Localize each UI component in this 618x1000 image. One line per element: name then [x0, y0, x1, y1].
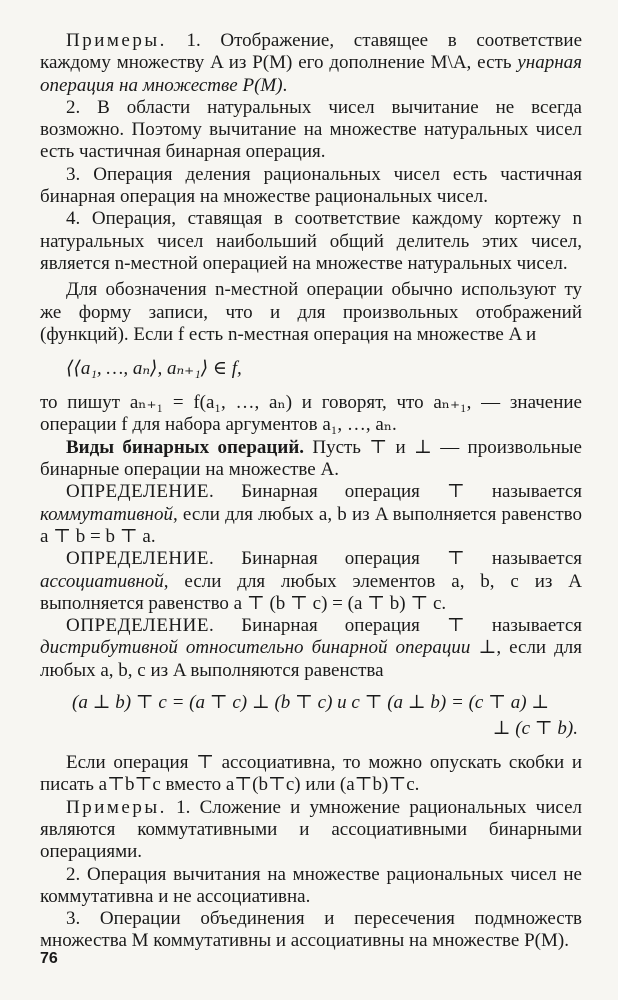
term-associative: ассоциативной [40, 570, 164, 592]
example-1-end: . [282, 74, 288, 96]
formula-distributivity-line-1: (a ⊥ b) ⊤ c = (a ⊤ c) ⊥ (b ⊤ c) и c ⊤ (a ⊥ b) = (c ⊤ a) ⊥ [72, 692, 550, 714]
definition-commutative-post: , если для любых a, b из A выполняется равенство a ⊤ b = b ⊤ a. [40, 503, 582, 547]
definition-word: ОПРЕДЕЛЕНИЕ. [66, 615, 215, 637]
paragraph-examples-1 [40, 30, 582, 97]
paragraph-example-3: 3. Операция деления рациональных чисел есть частичная бинарная операция на множестве рациональных чисел. [40, 163, 582, 208]
definition-commutative [40, 481, 582, 548]
definition-distributive-post: ⊥, если для любых a, b, c из A выполняются равенства [40, 637, 583, 681]
formula-tuple-membership: ⟨⟨a₁, …, aₙ⟩, aₙ₊₁⟩ ∈ f, [66, 358, 242, 380]
binary-kinds-text: Пусть ⊤ и ⊥ — произвольные бинарные операции на множестве A. [40, 436, 582, 481]
term-distributive: дистрибутивной относительно бинарной операции [40, 637, 471, 659]
paragraph-example-4: 4. Операция, ставящая в соответствие каждому кортежу n натуральных чисел наибольший общий делитель этих чисел, является n-местной операцией на множестве натуральных чисел. [40, 208, 582, 274]
paragraph-associative-brackets: Если операция ⊤ ассоциативна, то можно опускать скобки и писать a⊤b⊤c вместо a⊤(b⊤c) или (a⊤b)⊤c. [40, 752, 582, 796]
page-number: 76 [40, 950, 58, 967]
definition-word: ОПРЕДЕЛЕНИЕ. [66, 481, 215, 503]
examples-lead-2: Примеры. [66, 796, 167, 818]
definition-associative-pre: Бинарная операция ⊤ называется [214, 548, 582, 570]
definition-distributive [40, 615, 582, 682]
definition-associative [40, 548, 582, 615]
paragraph-example-2: 2. В области натуральных чисел вычитание не всегда возможно. Поэтому вычитание на множестве натуральных чисел есть частичная бинарная операция. [40, 96, 582, 163]
definition-commutative-pre: Бинарная операция ⊤ называется [214, 481, 582, 503]
examples-2-text: 1. Сложение и умножение рациональных чисел являются коммутативными и ассоциативными бинарными операциями. [40, 796, 582, 863]
formula-distributivity-line-2: ⊥ (c ⊤ b). [492, 718, 578, 740]
paragraph-notation-cont: то пишут aₙ₊₁ = f(a₁, …, aₙ) и говорят, что aₙ₊₁, — значение операции f для набора аргументов a₁, …, aₙ. [40, 392, 582, 436]
example-1-text: 1. Отображение, ставящее в соответствие каждому множеству A из P(M) его дополнение M\A, есть [40, 30, 582, 74]
paragraph-examples-2 [40, 797, 582, 864]
section-heading-binary-kinds: Виды бинарных операций. [66, 436, 305, 458]
examples-lead: Примеры. [66, 30, 167, 51]
definition-associative-post: , если для любых элементов a, b, c из A выполняется равенство a ⊤ (b ⊤ c) = (a ⊤ b) ⊤ c. [40, 570, 582, 614]
paragraph-notation: Для обозначения n-местной операции обычно используют ту же форму записи, что и для произвольных отображений (функций). Если f есть n-местная операция на множестве A и [40, 279, 582, 345]
definition-distributive-pre: Бинарная операция ⊤ называется [214, 615, 582, 637]
example-1-term: унарная операция на множестве P(M) [40, 52, 582, 96]
term-commutative: коммутативной [40, 503, 173, 525]
paragraph-example-union-intersection: 3. Операции объединения и пересечения подмножеств множества M коммутативны и ассоциативны на множестве P(M). [40, 908, 582, 952]
formula-distributivity [40, 690, 582, 742]
paragraph-example-subtraction: 2. Операция вычитания на множестве рациональных чисел не коммутативна и не ассоциативна. [40, 863, 582, 907]
definition-word: ОПРЕДЕЛЕНИЕ. [66, 548, 215, 570]
paragraph-binary-kinds [40, 437, 582, 482]
